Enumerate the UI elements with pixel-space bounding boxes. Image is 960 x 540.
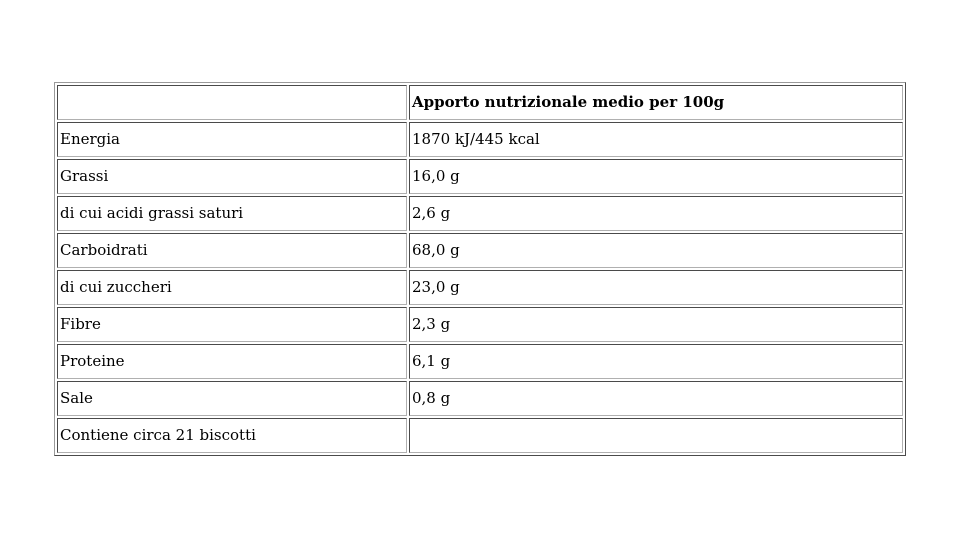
row-label-carboidrati: Carboidrati <box>57 233 407 268</box>
table-row <box>57 159 903 194</box>
row-label-biscotti: Contiene circa 21 biscotti <box>57 418 407 453</box>
header-label-cell <box>57 85 407 120</box>
row-value-sale: 0,8 g <box>409 381 903 416</box>
row-label-grassi: Grassi <box>57 159 407 194</box>
table-row <box>57 381 903 416</box>
row-value-zuccheri: 23,0 g <box>409 270 903 305</box>
table-row <box>57 233 903 268</box>
row-label-fibre: Fibre <box>57 307 407 342</box>
table-row <box>57 418 903 453</box>
table-row <box>57 196 903 231</box>
row-value-biscotti <box>409 418 903 453</box>
row-label-proteine: Proteine <box>57 344 407 379</box>
row-value-grassi: 16,0 g <box>409 159 903 194</box>
row-label-energia: Energia <box>57 122 407 157</box>
row-value-grassi-saturi: 2,6 g <box>409 196 903 231</box>
nutrition-table <box>54 82 906 456</box>
row-value-energia: 1870 kJ/445 kcal <box>409 122 903 157</box>
table-header-row <box>57 85 903 120</box>
table-row <box>57 122 903 157</box>
row-value-carboidrati: 68,0 g <box>409 233 903 268</box>
table-row <box>57 344 903 379</box>
row-label-sale: Sale <box>57 381 407 416</box>
header-value-cell: Apporto nutrizionale medio per 100g <box>409 85 903 120</box>
row-label-zuccheri: di cui zuccheri <box>57 270 407 305</box>
row-label-grassi-saturi: di cui acidi grassi saturi <box>57 196 407 231</box>
row-value-fibre: 2,3 g <box>409 307 903 342</box>
row-value-proteine: 6,1 g <box>409 344 903 379</box>
table-row <box>57 307 903 342</box>
table-row <box>57 270 903 305</box>
nutrition-table-container <box>54 82 906 456</box>
